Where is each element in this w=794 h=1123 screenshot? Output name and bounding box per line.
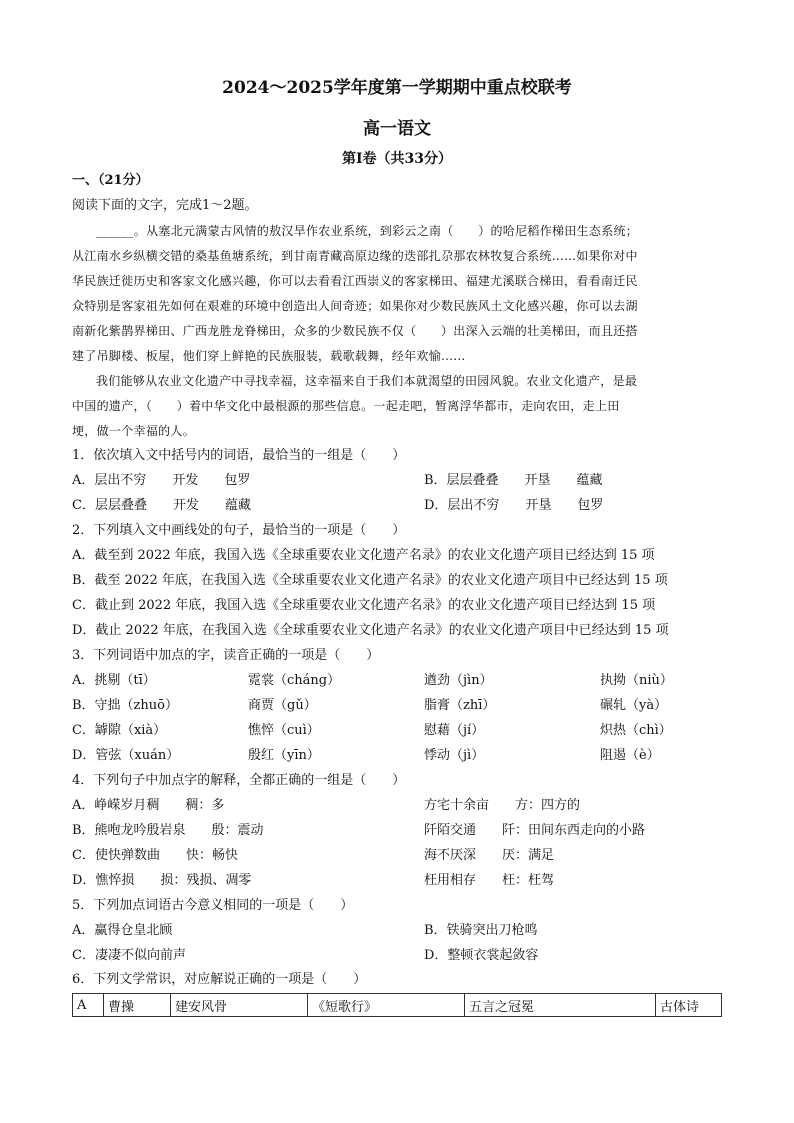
q3-a-2: 霓裳（cháng） [248,673,341,688]
q4-d-right: 枉用相存 枉：枉驾 [424,873,555,888]
volume-title: 第Ⅰ卷（共33分） [341,151,453,167]
table-cell: 建安风骨 [171,994,308,1017]
question-4-stem: 4．下列句子中加点字的解释，全都正确的一组是（ ） [72,773,406,788]
question-6-stem: 6．下列文学常识，对应解说正确的一项是（ ） [72,972,367,987]
passage-line: 众特别是客家祖先如何在艰难的环境中创造出人间奇迹；如果你对少数民族风土文化感兴趣，你可以去湖 [72,299,638,313]
table-cell: 古体诗 [656,994,722,1017]
q3-c-2: 憔悴（cuì） [248,723,320,738]
passage-line: 华民族迁徙历史和客家文化感兴趣，你可以去看看江西崇义的客家梯田、福建尤溪联合梯田，看看南迁民 [72,274,638,288]
q5-option-b: B．铁骑突出刀枪鸣 [424,923,538,938]
q3-b-1: B．守拙（zhuō） [72,698,178,713]
q3-d-1: D．管弦（xuán） [72,748,180,763]
q3-c-1: C．罅隙（xià） [72,723,167,738]
q1-option-c: C．层层叠叠 开发 蕴藏 [72,498,251,513]
table-cell: 《短歌行》 [308,994,465,1017]
q3-a-1: A．挑剔（tī） [72,673,156,688]
q4-c-right: 海不厌深 厌：满足 [424,848,555,863]
q3-b-3: 脂膏（zhī） [424,698,496,713]
question-1-stem: 1．依次填入文中括号内的词语，最恰当的一组是（ ） [72,448,406,463]
exam-title: 2024～2025学年度第一学期期中重点校联考 [222,78,572,98]
q4-b-right: 阡陌交通 阡：田间东西走向的小路 [424,823,646,838]
passage-line: 中国的遗产，（ ）着中华文化中最根源的那些信息。一起走吧，暂离浮华都市，走向农田，走上田 [72,399,620,413]
q3-a-4: 执拗（niù） [600,673,673,688]
q3-d-4: 阻遏（è） [600,748,660,763]
q4-c-left: C．使快弹数曲 快：畅快 [72,848,238,863]
table-cell: 曹操 [104,994,171,1017]
q3-a-3: 遒劲（jìn） [424,673,493,688]
passage-line: 南新化紫鹊界梯田、广西龙胜龙脊梯田，众多的少数民族不仅（ ）出深入云端的壮美梯田，而且还搭 [72,324,638,338]
q3-c-3: 慰藉（jí） [424,723,485,738]
q2-option-a: A．截至到 2022 年底，我国入选《全球重要农业文化遗产名录》的农业文化遗产项目已经达到 15 项 [72,548,655,563]
q1-option-b: B．层层叠叠 开垦 蕴藏 [424,473,603,488]
q1-option-d: D．层出不穷 开垦 包罗 [424,498,604,513]
q5-option-d: D．整顿衣裳起敛容 [424,948,539,963]
q5-option-c: C．凄凄不似向前声 [72,948,186,963]
q3-c-4: 炽热（chì） [600,723,672,738]
table-row [73,994,722,1017]
q2-option-d: D．截止 2022 年底，在我国入选《全球重要农业文化遗产名录》的农业文化遗产项目中已经达到 15 项 [72,623,669,638]
passage-line: 我们能够从农业文化遗产中寻找幸福，这幸福来自于我们本就渴望的田园风貌。农业文化遗产，是最 [96,374,638,388]
q4-a-left: A．峥嵘岁月稠 稠：多 [72,798,225,813]
passage-line: 埂，做一个幸福的人。 [72,424,196,438]
q3-b-4: 碾轧（yà） [600,698,668,713]
section-instruction: 阅读下面的文字，完成1～2题。 [72,198,258,213]
question-2-stem: 2．下列填入文中画线处的句子，最恰当的一项是（ ） [72,523,406,538]
q2-option-b: B．截至 2022 年底，在我国入选《全球重要农业文化遗产名录》的农业文化遗产项目中已经达到 15 项 [72,573,668,588]
q4-d-left: D．憔悴损 损：残损、凋零 [72,873,252,888]
section-heading: 一、（21分） [72,173,149,188]
literature-table [72,993,722,1017]
passage-line: 从江南水乡纵横交错的桑基鱼塘系统，到甘南青藏高原边缘的迭部扎尕那农林牧复合系统……如果你对中 [72,249,638,263]
q3-b-2: 商贾（gǔ） [248,698,317,713]
passage-line: ______。从塞北元满蒙古风情的敖汉旱作农业系统，到彩云之南（ ）的哈尼稻作梯田生态系统； [96,224,639,238]
passage-line: 建了吊脚楼、板屋，他们穿上鲜艳的民族服装，载歌载舞，经年欢愉…… [72,349,466,363]
table-cell: 五言之冠冕 [465,994,656,1017]
question-5-stem: 5．下列加点词语古今意义相同的一项是（ ） [72,898,354,913]
q1-option-a: A．层出不穷 开发 包罗 [72,473,251,488]
q4-b-left: B．熊咆龙吟殷岩泉 殷：震动 [72,823,264,838]
question-3-stem: 3．下列词语中加点的字，读音正确的一项是（ ） [72,648,380,663]
q3-d-2: 殷红（yīn） [248,748,320,763]
subject-title: 高一语文 [363,119,431,139]
q5-option-a: A．赢得仓皇北顾 [72,923,173,938]
q4-a-right: 方宅十余亩 方：四方的 [424,798,581,813]
q3-d-3: 悸动（jì） [424,748,485,763]
q2-option-c: C．截止到 2022 年底，我国入选《全球重要农业文化遗产名录》的农业文化遗产项目已经达到 15 项 [72,598,656,613]
table-cell: A [73,994,104,1017]
